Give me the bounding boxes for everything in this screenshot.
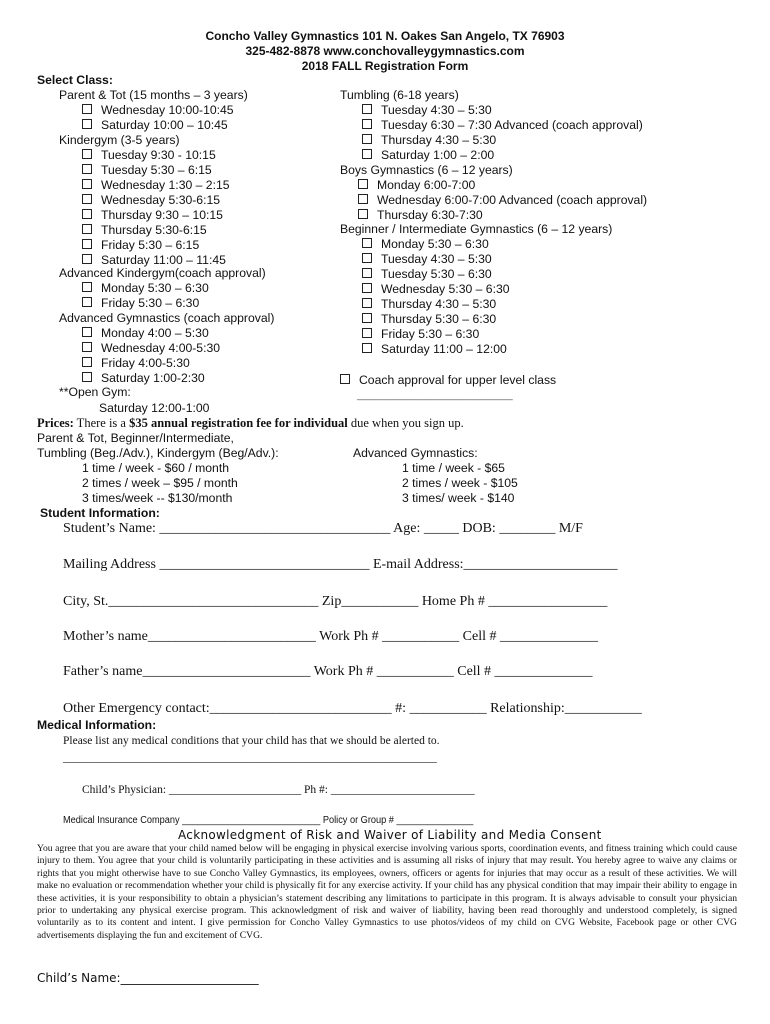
adv-kindergym-options	[82, 281, 209, 311]
kindergym-option-label: Thursday 9:30 – 10:15	[101, 208, 223, 222]
price-group1-line1: Parent & Tot, Beginner/Intermediate,	[37, 431, 234, 445]
checkbox[interactable]	[362, 298, 372, 308]
coach-approval-text: Coach approval for upper level class	[359, 373, 557, 387]
tumbling-option-label: Saturday 1:00 – 2:00	[381, 148, 495, 162]
beg-int-option-label: Thursday 5:30 – 6:30	[381, 312, 497, 326]
checkbox[interactable]	[362, 119, 372, 129]
prices-line	[37, 416, 464, 431]
beg-int-option[interactable]	[362, 342, 510, 357]
tumbling-option[interactable]	[362, 148, 643, 163]
kindergym-option-label: Wednesday 1:30 – 2:15	[101, 178, 230, 192]
boys-heading: Boys Gymnastics (6 – 12 years)	[340, 163, 513, 177]
price-group1-option	[82, 461, 238, 476]
student-name-field[interactable]: Student’s Name: _________________________________ Age: _____ DOB: ________ M/F	[63, 521, 583, 536]
price-group1-rates	[82, 461, 238, 506]
tumbling-option-label: Thursday 4:30 – 5:30	[381, 133, 497, 147]
kindergym-option-label: Saturday 11:00 – 11:45	[101, 253, 226, 267]
checkbox[interactable]	[362, 134, 372, 144]
price-group2-option	[402, 476, 518, 491]
medical-conditions-prompt: Please list any medical conditions that your child has that we should be alerted to.	[63, 735, 440, 747]
checkbox[interactable]	[82, 104, 92, 114]
price-group2-option-label: 2 times / week - $105	[402, 476, 518, 490]
kindergym-option-label: Wednesday 5:30-6:15	[101, 193, 221, 207]
price-group1-option	[82, 491, 238, 506]
beg-int-options	[362, 237, 510, 357]
adv-kindergym-option-label: Monday 5:30 – 6:30	[101, 281, 209, 295]
city-zip-field[interactable]: City, St.______________________________ Zip___________ Home Ph # _________________	[63, 594, 608, 609]
form-title: 2018 FALL Registration Form	[301, 59, 469, 73]
checkbox[interactable]	[82, 282, 92, 292]
checkbox[interactable]	[82, 297, 92, 307]
adv-kindergym-option[interactable]	[82, 296, 209, 311]
checkbox[interactable]	[362, 238, 372, 248]
kindergym-option[interactable]	[82, 223, 230, 238]
checkbox[interactable]	[82, 209, 92, 219]
gym-name-address: Concho Valley Gymnastics 101 N. Oakes San Angelo, TX 76903	[205, 29, 565, 43]
beg-int-option[interactable]	[362, 312, 510, 327]
parent-tot-option-label: Wednesday 10:00-10:45	[101, 103, 234, 117]
beg-int-option[interactable]	[362, 327, 510, 342]
checkbox[interactable]	[82, 372, 92, 382]
beg-int-option[interactable]	[362, 282, 510, 297]
adv-gymnastics-option[interactable]	[82, 371, 220, 386]
checkbox[interactable]	[362, 104, 372, 114]
adv-gymnastics-heading: Advanced Gymnastics (coach approval)	[59, 311, 275, 325]
mother-field[interactable]: Mother’s name________________________ Work Ph # ___________ Cell # ______________	[63, 629, 599, 644]
adv-gymnastics-option-label: Monday 4:00 – 5:30	[101, 326, 209, 340]
father-field[interactable]: Father’s name________________________ Work Ph # ___________ Cell # ______________	[63, 664, 593, 679]
price-group1-line2: Tumbling (Beg./Adv.), Kindergym (Beg/Adv.):	[37, 446, 279, 460]
beg-int-option-label: Tuesday 5:30 – 6:30	[381, 267, 492, 281]
kindergym-option[interactable]	[82, 163, 230, 178]
open-gym-heading: **Open Gym:	[59, 385, 131, 399]
checkbox[interactable]	[358, 194, 368, 204]
adv-gymnastics-option[interactable]	[82, 341, 220, 356]
boys-options	[358, 178, 647, 223]
price-group1-option-label: 3 times/week -- $130/month	[82, 491, 233, 505]
kindergym-option[interactable]	[82, 178, 230, 193]
price-group2-heading: Advanced Gymnastics:	[353, 446, 478, 460]
beg-int-option[interactable]	[362, 297, 510, 312]
parent-tot-options	[82, 103, 234, 133]
adv-gymnastics-option-label: Friday 4:00-5:30	[101, 356, 190, 370]
medical-info-label: Medical Information:	[37, 718, 157, 732]
tumbling-option-label: Tuesday 4:30 – 5:30	[381, 103, 492, 117]
tumbling-option[interactable]	[362, 133, 643, 148]
adv-gymnastics-option-label: Wednesday 4:00-5:30	[101, 341, 221, 355]
beg-int-option-label: Wednesday 5:30 – 6:30	[381, 282, 510, 296]
adv-gymnastics-option[interactable]	[82, 356, 220, 371]
beg-int-heading: Beginner / Intermediate Gymnastics (6 – 12 years)	[340, 222, 613, 236]
insurance-field[interactable]: Medical Insurance Company ___________________________ Policy or Group # _______________	[63, 815, 474, 826]
adv-gymnastics-options	[82, 326, 220, 386]
checkbox[interactable]	[82, 224, 92, 234]
checkbox[interactable]	[82, 342, 92, 352]
checkbox[interactable]	[82, 357, 92, 367]
physician-field[interactable]: Child’s Physician: _______________________ Ph #: _________________________	[82, 784, 475, 796]
kindergym-options	[82, 148, 230, 268]
adv-gymnastics-option[interactable]	[82, 326, 220, 341]
tumbling-option-label: Tuesday 6:30 – 7:30 Advanced (coach approval)	[381, 118, 643, 132]
student-info-label: Student Information:	[40, 506, 160, 520]
adv-kindergym-heading: Advanced Kindergym(coach approval)	[59, 266, 266, 280]
tumbling-heading: Tumbling (6-18 years)	[340, 88, 459, 102]
boys-option-label: Monday 6:00-7:00	[377, 178, 476, 192]
kindergym-heading: Kindergym (3-5 years)	[59, 133, 180, 147]
checkbox[interactable]	[362, 283, 372, 293]
beg-int-option-label: Thursday 4:30 – 5:30	[381, 297, 497, 311]
prices-pre: There is a	[73, 416, 130, 430]
kindergym-option[interactable]	[82, 148, 230, 163]
checkbox[interactable]	[358, 209, 368, 219]
gym-phone-website: 325-482-8878 www.conchovalleygymnastics.com	[245, 44, 525, 58]
price-group2-option-label: 1 time / week - $65	[402, 461, 505, 475]
parent-tot-option-label: Saturday 10:00 – 10:45	[101, 118, 228, 132]
checkbox[interactable]	[82, 179, 92, 189]
parent-tot-option[interactable]	[82, 103, 234, 118]
checkbox[interactable]	[82, 194, 92, 204]
price-group2-option-label: 3 times/ week - $140	[402, 491, 515, 505]
adv-kindergym-option-label: Friday 5:30 – 6:30	[101, 296, 200, 310]
waiver-title: Acknowledgment of Risk and Waiver of Liability and Media Consent	[178, 828, 602, 842]
boys-option[interactable]	[358, 193, 647, 208]
tumbling-options	[362, 103, 643, 163]
checkbox[interactable]	[362, 149, 372, 159]
checkbox[interactable]	[82, 164, 92, 174]
open-gym-time: Saturday 12:00-1:00	[99, 401, 210, 415]
beg-int-option[interactable]	[362, 267, 510, 282]
checkbox[interactable]	[82, 119, 92, 129]
registration-fee: $35 annual registration fee for individual	[129, 416, 348, 430]
price-group1-option	[82, 476, 238, 491]
beg-int-option[interactable]	[362, 252, 510, 267]
checkbox[interactable]	[82, 239, 92, 249]
kindergym-option[interactable]	[82, 238, 230, 253]
emergency-contact-field[interactable]: Other Emergency contact:__________________________ #: ___________ Relationship:___________	[63, 701, 642, 716]
price-group2-option	[402, 491, 518, 506]
beg-int-option-label: Monday 5:30 – 6:30	[381, 237, 489, 251]
boys-option[interactable]	[358, 178, 647, 193]
kindergym-option-label: Friday 5:30 – 6:15	[101, 238, 200, 252]
beg-int-option-label: Tuesday 4:30 – 5:30	[381, 252, 492, 266]
checkbox[interactable]	[362, 253, 372, 263]
adv-gymnastics-option-label: Saturday 1:00-2:30	[101, 371, 205, 385]
medical-conditions-line[interactable]: _________________________________________________________________	[63, 752, 437, 764]
boys-option[interactable]	[358, 208, 647, 223]
parent-tot-option[interactable]	[82, 118, 234, 133]
price-group1-option-label: 1 time / week - $60 / month	[82, 461, 229, 475]
coach-approval-note[interactable]	[340, 373, 556, 388]
checkbox[interactable]	[362, 268, 372, 278]
beg-int-option[interactable]	[362, 237, 510, 252]
checkbox[interactable]	[362, 313, 372, 323]
kindergym-option-label: Tuesday 9:30 - 10:15	[101, 148, 216, 162]
checkbox[interactable]	[82, 327, 92, 337]
kindergym-option[interactable]	[82, 193, 230, 208]
beg-int-option-label: Saturday 11:00 – 12:00	[381, 342, 507, 356]
kindergym-option-label: Thursday 5:30-6:15	[101, 223, 207, 237]
boys-option-label: Thursday 6:30-7:30	[377, 208, 483, 222]
checkbox[interactable]	[82, 149, 92, 159]
kindergym-option-label: Tuesday 5:30 – 6:15	[101, 163, 212, 177]
coach-approval-checkbox[interactable]	[340, 374, 350, 384]
tumbling-option[interactable]	[362, 103, 643, 118]
boys-option-label: Wednesday 6:00-7:00 Advanced (coach approval)	[377, 193, 648, 207]
waiver-text: You agree that you are aware that your child named below will be engaging in physical exercise involving various sports, coordination events, and fitness training which could cause injury to them. You agree that your child is voluntarily participating in these activities and is assuming all risks of injury that may result. You hereby agree to waive any claims or rights that you might otherwise have to sue Concho Valley Gymnastics, its employees, owners, officers or agents for injuries that may occur as a result of these activities. We will make no evaluation or recommendation whether your child is physically fit for any exercise activity. If your child has any physical condition that may impair their ability to engage in these activities, it is your responsibility to obtain a physician’s statement describing any limitations to participate in this program. It is always advisable to consult your physician prior to undertaking any physical exercise program. This acknowledgment of risk and waiver of liability, having been read thoroughly and understood completely, is signed voluntarily as to its content and intent. I give permission for Concho Valley Gymnastics to use photos/videos of my child on CVG Website, Facebook page or other CVG advertisements displaying the fun and excitement of CVG.	[37, 843, 737, 941]
checkbox[interactable]	[358, 179, 368, 189]
adv-kindergym-option[interactable]	[82, 281, 209, 296]
mailing-address-field[interactable]: Mailing Address ______________________________ E-mail Address:______________________	[63, 557, 618, 572]
checkbox[interactable]	[362, 343, 372, 353]
kindergym-option[interactable]	[82, 208, 230, 223]
parent-tot-heading: Parent & Tot (15 months – 3 years)	[59, 88, 248, 102]
checkbox[interactable]	[362, 328, 372, 338]
prices-post: due when you sign up.	[347, 416, 464, 430]
price-group1-option-label: 2 times / week – $95 / month	[82, 476, 238, 490]
tumbling-option[interactable]	[362, 118, 643, 133]
childs-name-field[interactable]: Child’s Name:_______________________	[37, 971, 259, 985]
coach-approval-line[interactable]: ____________________________	[357, 390, 513, 401]
checkbox[interactable]	[82, 254, 92, 264]
price-group2-option	[402, 461, 518, 476]
beg-int-option-label: Friday 5:30 – 6:30	[381, 327, 480, 341]
prices-label: Prices:	[37, 416, 74, 430]
price-group2-rates	[402, 461, 518, 506]
select-class-label: Select Class:	[37, 73, 113, 87]
